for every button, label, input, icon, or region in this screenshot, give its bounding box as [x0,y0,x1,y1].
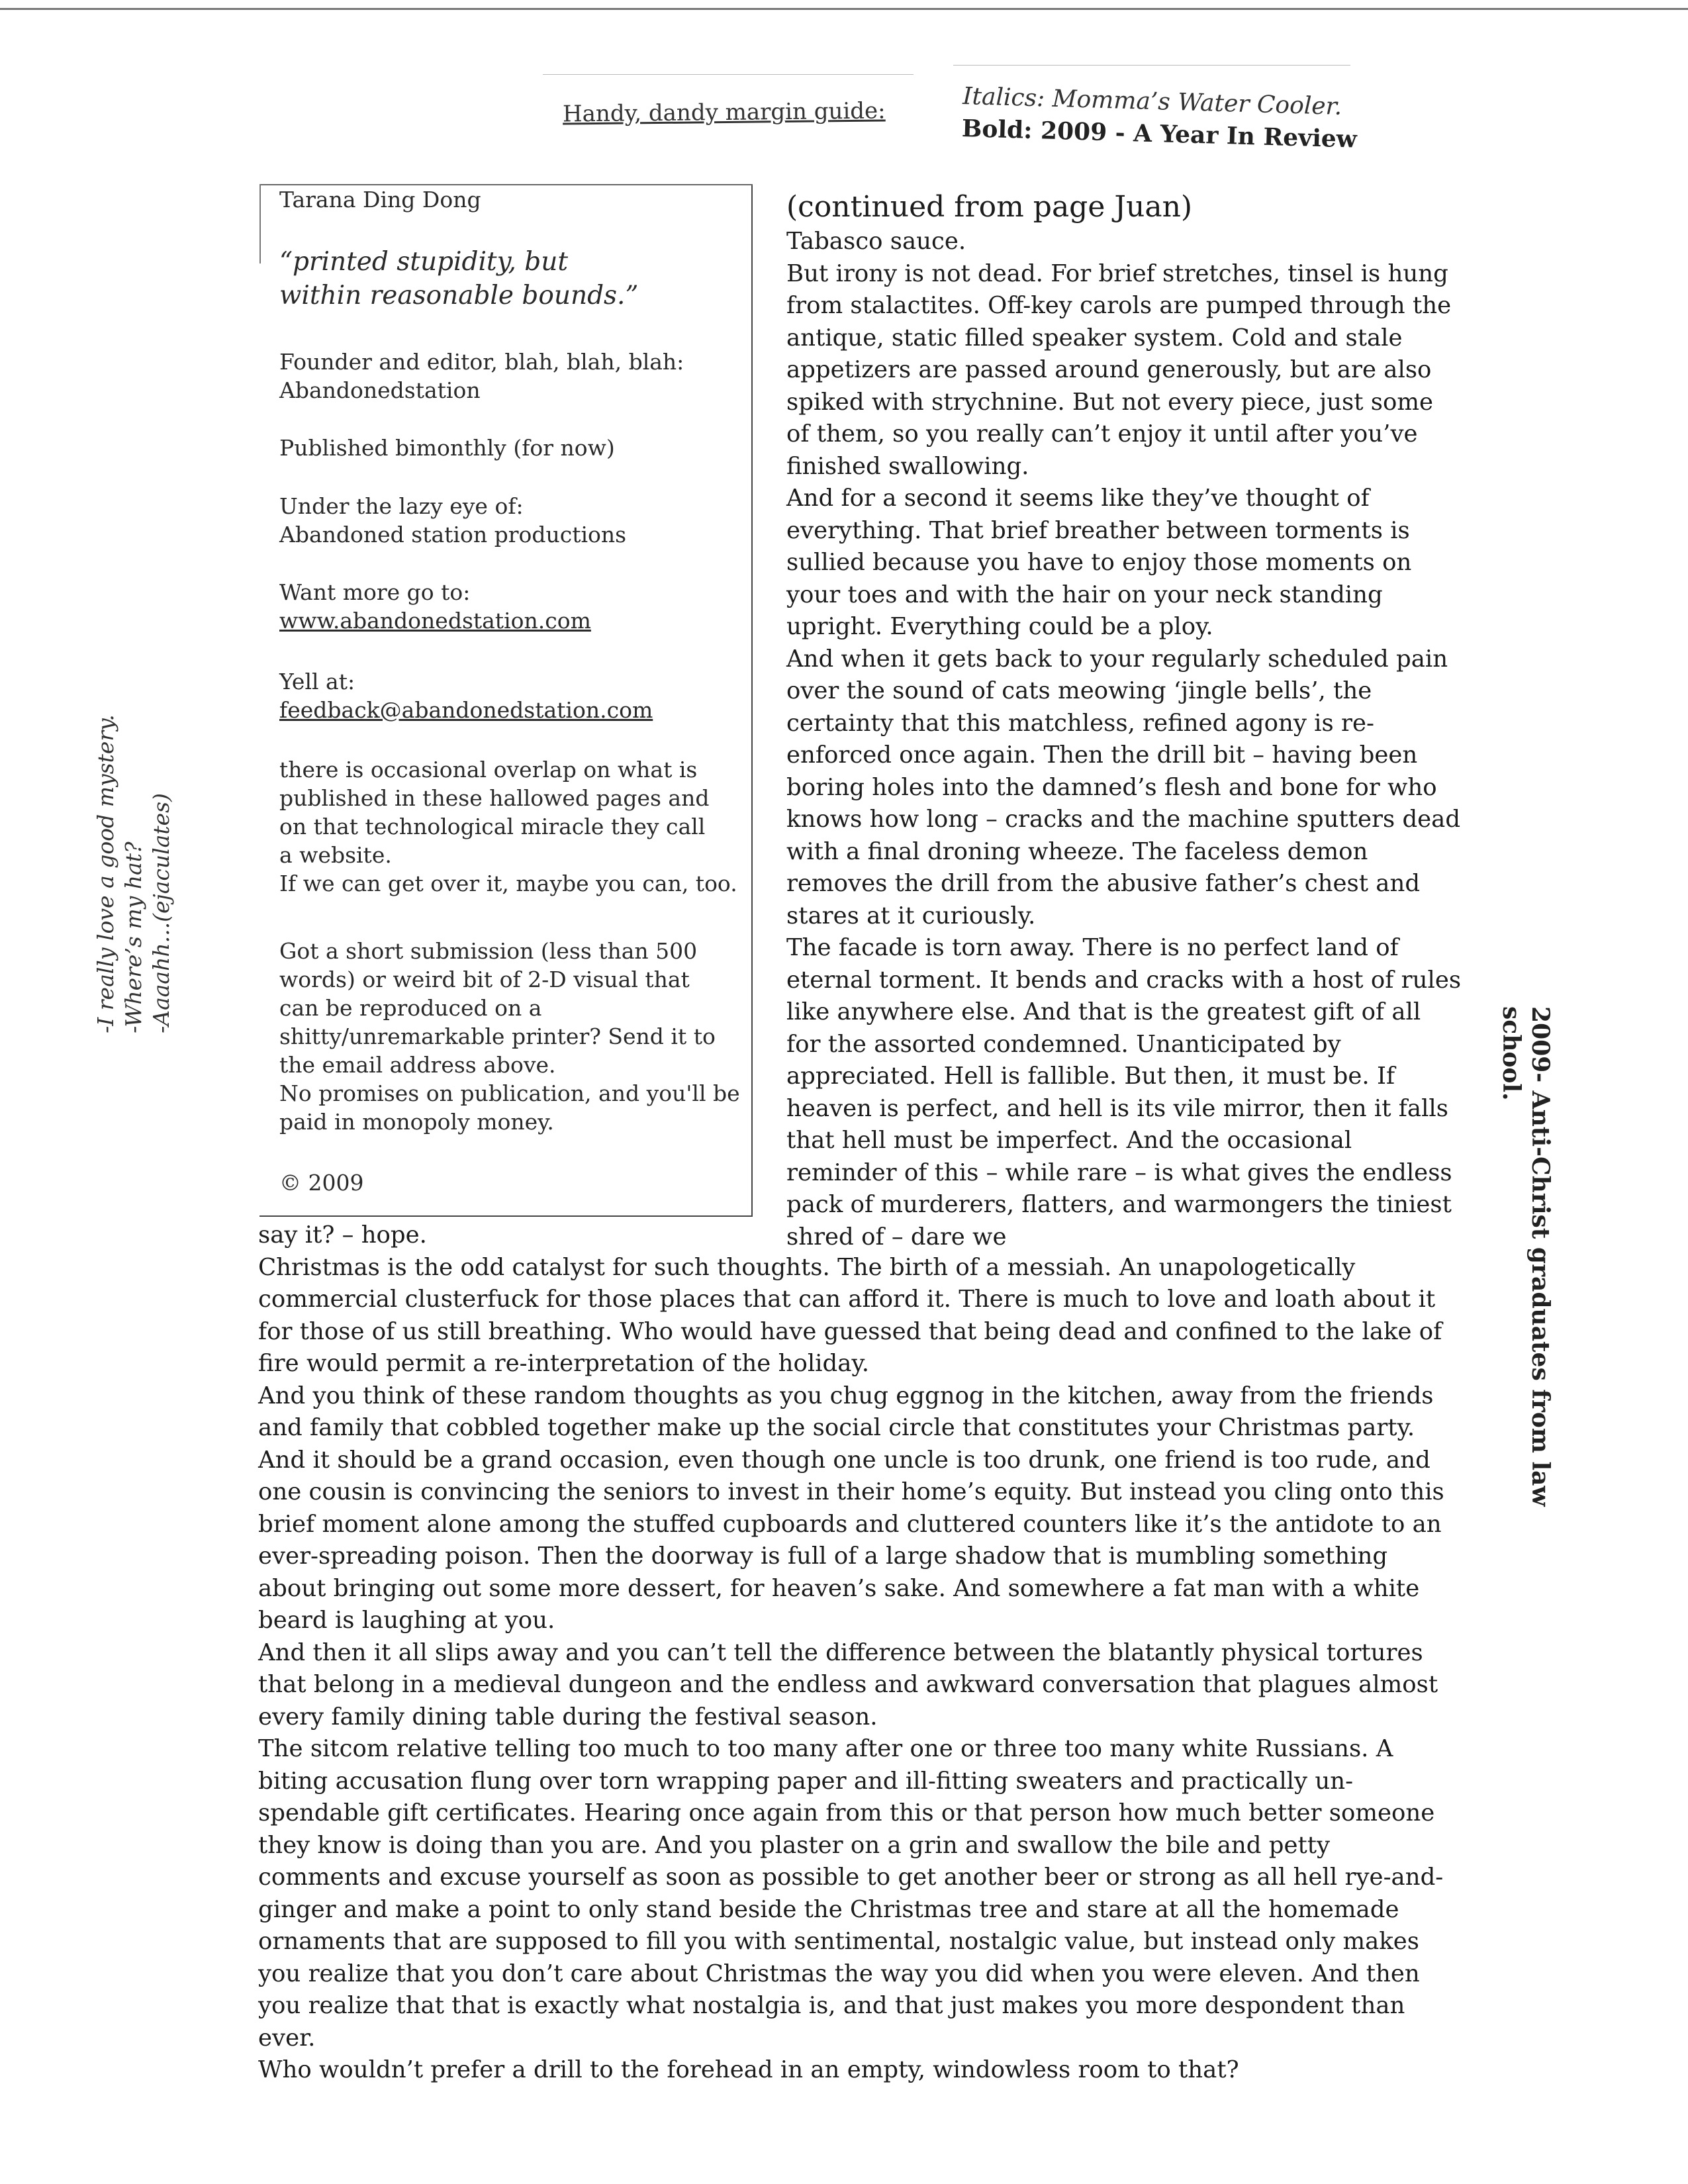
article-paragraph: And then it all slips away and you can’t tell the difference between the blatantly physical tortures that belong in a medieval dungeon and the endless and awkward conversation that plagues almost every family dining table during the festival season. [258,1638,1438,1731]
founder-line: Founder and editor, blah, blah, blah: [279,349,684,375]
email-block [279,667,743,724]
email-prompt: Yell at: [279,669,355,694]
article-paragraph: And when it gets back to your regularly scheduled pain over the sound of cats meowing ‘jingle bells’, the certainty that this matchless, refined agony is re-enforced once again. Then the drill bit – having been boring holes into the damned’s flesh and bone for who knows how long – cracks and the machine sputters dead with a final droning wheeze. The faceless demon removes the drill from the abusive father’s chest and stares at it curiously. [786,645,1461,929]
producer-line: Abandoned station productions [279,522,627,547]
margin-guide-label: Handy, dandy margin guide: [562,97,886,128]
article-body [258,1219,1450,2087]
overlap-note [279,755,743,898]
email-link[interactable]: feedback@abandonedstation.com [279,697,653,723]
publication-name: Tarana Ding Dong [279,187,481,213]
article-paragraph: say it? – hope. [258,1221,427,1249]
article-paragraph: Who wouldn’t prefer a drill to the forehead in an empty, windowless room to that? [258,2056,1239,2083]
header-rule-left [543,74,914,75]
producer-line: Under the lazy eye of: [279,493,524,519]
motto [279,245,743,312]
overlap-line: If we can get over it, maybe you can, too. [279,871,737,896]
margin-guide-key [961,81,1358,156]
year-in-review-note: 2009- Anti-Christ graduates from law school. [1497,1006,1554,1507]
italic-key: Italics: Momma’s Water Cooler. [962,82,1342,120]
submission-note [279,937,743,1136]
submission-line: paid in monopoly money. [279,1109,554,1135]
top-scan-line [0,8,1688,10]
article-paragraph: But irony is not dead. For brief stretches, tinsel is hung from stalactites. Off-key carols are pumped through the antique, static filled speaker system. Cold and stale appetizers are passed around generously, but are also spiked with strychnine. But not every piece, just some of them, so you really can’t enjoy it until after you’ve finished swallowing. [786,260,1452,480]
submission-line: can be reproduced on a [279,995,542,1021]
article-column [786,189,1462,1253]
submission-line: the email address above. [279,1052,556,1078]
overlap-line: published in these hallowed pages and [279,785,710,811]
box-left-rule [259,184,261,263]
margin-note-line: -Where’s my hat? [120,841,146,1033]
continued-heading: (continued from page Juan) [786,190,1193,224]
submission-line: shitty/unremarkable printer? Send it to [279,1023,716,1049]
masthead-box [259,184,753,1217]
website-block [279,578,743,635]
publication-frequency: Published bimonthly (for now) [279,435,615,461]
copyright: © 2009 [279,1170,364,1196]
article-paragraph: Tabasco sauce. [786,228,966,255]
margin-note-line: -Aaaahh...(ejaculates) [148,793,174,1033]
website-link[interactable]: www.abandonedstation.com [279,608,591,634]
margin-note-line: -I really love a good mystery. [93,714,118,1033]
producer-block [279,492,743,549]
article-paragraph: The facade is torn away. There is no perfect land of eternal torment. It bends and cracks with a host of rules like anywhere else. And that is the greatest gift of all for the assorted condemned. Unanticipated by appreciated. Hell is fallible. But then, it must be. If heaven is perfect, and hell is its vile mirror, then it falls that hell must be imperfect. And the occasional reminder of this – while rare – is what gives the endless pack of murderers, flatters, and warmongers the tiniest shred of – dare we [786,934,1462,1251]
article-paragraph: And for a second it seems like they’ve thought of everything. That brief breather between torments is sullied because you have to enjoy those moments on your toes and with the hair on your neck standing upright. Everything could be a ploy. [786,485,1412,640]
website-prompt: Want more go to: [279,579,471,605]
overlap-line: there is occasional overlap on what is [279,757,698,783]
bold-key: Bold: 2009 - A Year In Review [961,114,1358,154]
article-paragraph: The sitcom relative telling too much to too many after one or three too many white Russians. A biting accusation flung over torn wrapping paper and ill-fitting sweaters and practically un-spendable gift certificates. Hearing once again from this or that person how much better someone they know is doing than you are. And you plaster on a grin and swallow the bile and petty comments and excuse yourself as soon as possible to get another beer or strong as all hell rye-and-ginger and make a point to only stand beside the Christmas tree and stare at all the homemade ornaments that are supposed to fill you with sentimental, nostalgic value, but instead only makes you realize that you don’t care about Christmas the way you did when you were eleven. And then you realize that that is exactly what nostalgia is, and that just makes you more despondent than ever. [258,1735,1444,2052]
founder-block [279,348,743,404]
article-paragraph: Christmas is the odd catalyst for such thoughts. The birth of a messiah. An unapologetically commercial clusterfuck for those places that can afford it. There is much to love and loath about it for those of us still breathing. Who would have guessed that being dead and confined to the lake of fire would permit a re-interpretation of the holiday. [258,1253,1442,1377]
founder-line: Abandonedstation [279,377,481,403]
header-rule-right [953,65,1350,66]
motto-line: within reasonable bounds.” [279,281,639,310]
submission-line: words) or weird bit of 2-D visual that [279,967,690,992]
article-paragraph: And you think of these random thoughts as you chug eggnog in the kitchen, away from the friends and family that cobbled together make up the social circle that constitutes your Christmas party. And it should be a grand occasion, even though one uncle is too drunk, one friend is too rude, and one cousin is convincing the seniors to invest in their home’s equity. But instead you cling onto this brief moment alone among the stuffed cupboards and cluttered counters like it’s the antidote to an ever-spreading poison. Then the doorway is full of a large shadow that is mumbling something about bringing out some more dessert, for heaven’s sake. And somewhere a fat man with a white beard is laughing at you. [258,1382,1444,1634]
overlap-line: on that technological miracle they call [279,814,706,839]
submission-line: Got a short submission (less than 500 [279,938,698,964]
overlap-line: a website. [279,842,392,868]
submission-line: No promises on publication, and you'll be [279,1080,740,1106]
motto-line: “printed stupidity, but [279,247,569,277]
